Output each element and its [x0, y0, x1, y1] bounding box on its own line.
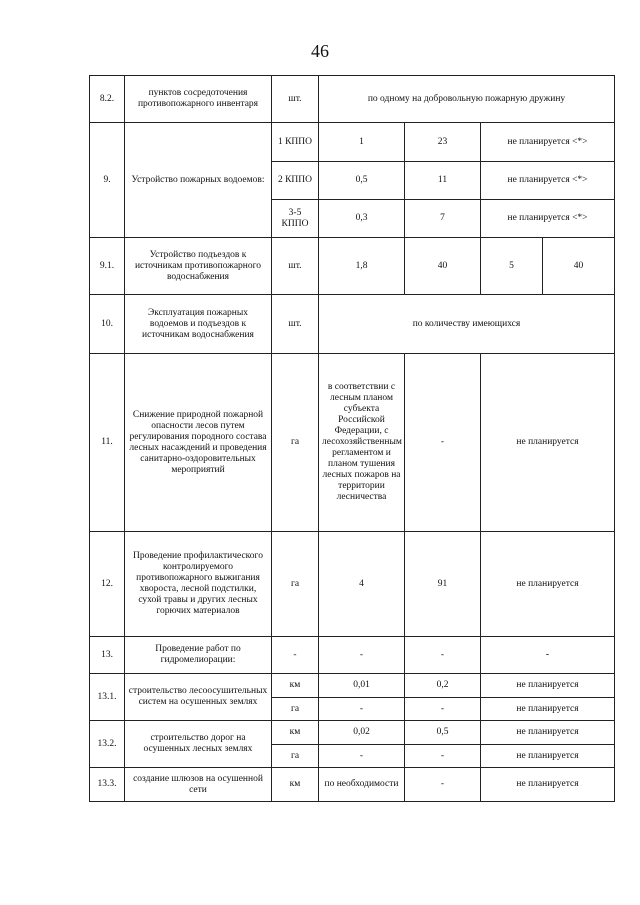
table-row — [90, 721, 615, 745]
measure-name: Проведение профилактического контролируемого противопожарного выжигания хвороста, лесной подстилки, сухой травы и других лесных горючих материалов — [125, 532, 272, 637]
value-cell: 1 — [319, 123, 405, 162]
value-cell: 4 — [319, 532, 405, 637]
unit-cell: км — [272, 721, 319, 745]
value-cell: - — [405, 768, 481, 802]
value-cell: не планируется <*> — [481, 123, 615, 162]
value-cell: 5 — [481, 238, 543, 295]
row-number: 12. — [90, 532, 125, 637]
unit-cell: км — [272, 768, 319, 802]
value-cell: не планируется — [481, 721, 615, 745]
table-row — [90, 123, 615, 162]
row-number: 8.2. — [90, 76, 125, 123]
unit-cell: шт. — [272, 295, 319, 354]
value-cell: 91 — [405, 532, 481, 637]
value-cell: 1,8 — [319, 238, 405, 295]
table-row — [90, 532, 615, 637]
value-cell: не планируется — [481, 768, 615, 802]
table-row — [90, 637, 615, 674]
value-cell: - — [405, 637, 481, 674]
row-number: 9. — [90, 123, 125, 238]
value-cell: 0,3 — [319, 200, 405, 238]
value-cell: в соответствии с лесным планом субъекта Российской Федерации, с лесохозяйственным регламентом и планом тушения лесных пожаров на территории лесничества — [319, 354, 405, 532]
row-number: 13.2. — [90, 721, 125, 768]
unit-cell: га — [272, 532, 319, 637]
value-cell: не планируется <*> — [481, 162, 615, 200]
table-row — [90, 354, 615, 532]
unit-cell: км — [272, 674, 319, 698]
row-number: 13.1. — [90, 674, 125, 721]
value-cell: 0,5 — [319, 162, 405, 200]
measures-table — [89, 75, 615, 802]
measure-name: создание шлюзов на осушенной сети — [125, 768, 272, 802]
unit-cell: шт. — [272, 76, 319, 123]
measure-name: Эксплуатация пожарных водоемов и подъездов к источникам водоснабжения — [125, 295, 272, 354]
value-cell: - — [319, 637, 405, 674]
value-cell: 23 — [405, 123, 481, 162]
value-cell: не планируется — [481, 532, 615, 637]
value-cell: не планируется — [481, 354, 615, 532]
table-row — [90, 674, 615, 698]
span-value: по одному на добровольную пожарную дружину — [319, 76, 615, 123]
value-cell: 0,02 — [319, 721, 405, 745]
unit-cell: га — [272, 354, 319, 532]
unit-cell: га — [272, 698, 319, 721]
value-cell: 0,2 — [405, 674, 481, 698]
value-cell: - — [405, 698, 481, 721]
row-number: 13.3. — [90, 768, 125, 802]
measure-name: строительство лесоосушительных систем на осушенных землях — [125, 674, 272, 721]
row-number: 11. — [90, 354, 125, 532]
unit-cell: шт. — [272, 238, 319, 295]
measure-name: Устройство пожарных водоемов: — [125, 123, 272, 238]
value-cell: не планируется — [481, 745, 615, 768]
span-value: по количеству имеющихся — [319, 295, 615, 354]
value-cell: - — [319, 698, 405, 721]
value-cell: 11 — [405, 162, 481, 200]
value-cell: - — [405, 745, 481, 768]
row-number: 9.1. — [90, 238, 125, 295]
value-cell: 40 — [405, 238, 481, 295]
value-cell: не планируется — [481, 674, 615, 698]
unit-cell: 2 КППО — [272, 162, 319, 200]
table-row — [90, 768, 615, 802]
value-cell: - — [319, 745, 405, 768]
measure-name: Снижение природной пожарной опасности лесов путем регулирования породного состава лесных насаждений и проведения санитарно-оздоровительных мероприятий — [125, 354, 272, 532]
value-cell: 7 — [405, 200, 481, 238]
value-cell: 0,01 — [319, 674, 405, 698]
table-row — [90, 76, 615, 123]
value-cell: по необходимости — [319, 768, 405, 802]
unit-cell: 3-5 КППО — [272, 200, 319, 238]
page-number: 46 — [311, 41, 329, 61]
value-cell: - — [481, 637, 615, 674]
value-cell: 40 — [543, 238, 615, 295]
table-row — [90, 238, 615, 295]
unit-cell: га — [272, 745, 319, 768]
measure-name: Проведение работ по гидромелиорации: — [125, 637, 272, 674]
unit-cell: - — [272, 637, 319, 674]
measure-name: Устройство подъездов к источникам противопожарного водоснабжения — [125, 238, 272, 295]
measure-name: строительство дорог на осушенных лесных землях — [125, 721, 272, 768]
table-row — [90, 295, 615, 354]
row-number: 10. — [90, 295, 125, 354]
unit-cell: 1 КППО — [272, 123, 319, 162]
value-cell: - — [405, 354, 481, 532]
measure-name: пунктов сосредоточения противопожарного инвентаря — [125, 76, 272, 123]
value-cell: не планируется <*> — [481, 200, 615, 238]
row-number: 13. — [90, 637, 125, 674]
value-cell: не планируется — [481, 698, 615, 721]
value-cell: 0,5 — [405, 721, 481, 745]
